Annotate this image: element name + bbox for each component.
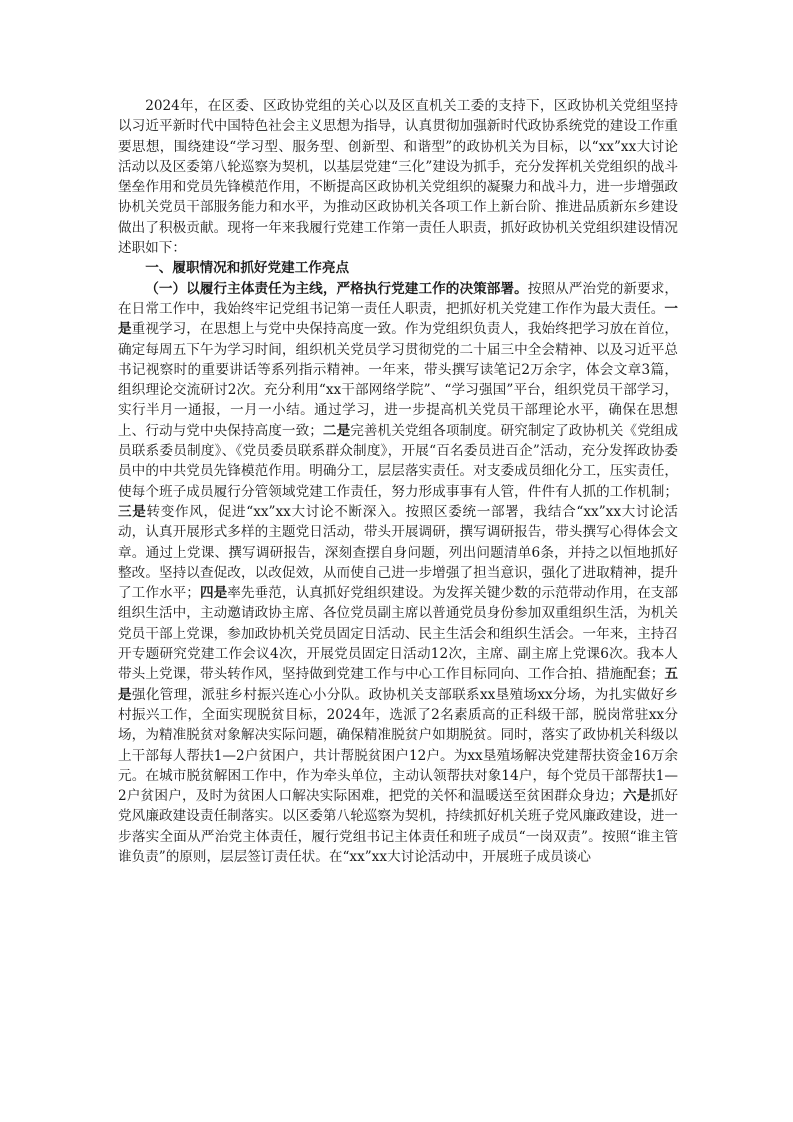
text-run: 强化管理，派驻乡村振兴连心小分队。政协机关支部联系xx垦殖场xx分场，为扎实做好乡村振兴工作，全面实现脱贫目标，2024年，选派了2名素质高的正科级干部，脱岗常驻xx分场，为精准脱贫对象解决实际问题，确保精准脱贫户如期脱贫。同时，落实了政协机关科级以上干部每人帮扶1—2户贫困户，共计帮脱贫困户12户。为xx垦殖场解决党建帮扶资金16万余元。在城市脱贫解困工作中，作为牵头单位，主动认领帮扶对象14户，每个党员干部帮扶1—2户贫困户，及时为贫困人口解决实际困难，把党的关怀和温暖送至贫困群众身边；	[118, 686, 678, 805]
text-run: 率先垂范，认真抓好党组织建设。为发挥关键少数的示范带动作用，在支部组织生活中，主动邀请政协主席、各位党员副主席以普通党员身份参加双重组织生活，为机关党员干部上党课，参加政协机关党员固定日活动、民主生活会和组织生活会。一年来，主持召开专题研究党建工作会议4次，开展党员固定日活动12次，主席、副主席上党课6次。我本人带头上党课，带头转作风，坚持做到党建工作与中心工作目标同向、工作合拍、措施配套；	[118, 585, 679, 683]
intro-paragraph: 2024年，在区委、区政协党组的关心以及区直机关工委的支持下，区政协机关党组坚持以习近平新时代中国特色社会主义思想为指导，认真贯彻加强新时代政协系统党的建设工作重要思想，围绕建设“学习型、服务型、创新型、和谐型”的政协机关为目标，以“xx”xx大讨论活动以及区委第八轮巡察为契机，以基层党建“三化”建设为抓手，充分发挥机关党组织的战斗堡垒作用和党员先锋模范作用，不断提高区政协机关党组织的凝聚力和战斗力，进一步增强政协机关党员干部服务能力和水平，为推动区政协机关各项工作上新台阶、推进品质新东乡建设做出了积极贡献。现将一年来我履行党建工作第一责任人职责，抓好政协机关党组织建设情况述职如下：	[118, 98, 678, 257]
text-run: 抓好党风廉政建设责任制落实。以区委第八轮巡察为契机，持续抓好机关班子党风廉政建设，进一步落实全面从严治党主体责任，履行党组书记主体责任和班子成员“一岗双责”。按照“谁主管谁负责”的原则，层层签订责任状。在“xx”xx大讨论活动中，开展班子成员谈心	[118, 788, 679, 865]
keyword-4: 四是	[199, 585, 228, 602]
keyword-2: 二是	[322, 422, 351, 439]
body-paragraph	[118, 279, 678, 868]
section-heading: 一、履职情况和抓好党建工作亮点	[145, 260, 350, 277]
text-run: 重视学习，在思想上与党中央保持高度一致。作为党组织负责人，我始终把学习放在首位，确定每周五下午为学习时间，组织机关党员学习贯彻党的二十届三中全会精神、以及习近平总书记视察时的重要讲话等系列指示精神。一年来，带头撰写读笔记2万余字，体会文章3篇，组织理论交流研讨2次。充分利用“xx干部网络学院”、“学习强国”平台，组织党员干部学习，实行半月一通报，一月一小结。通过学习，进一步提高机关党员干部理论水平，确保在思想上、行动与党中央保持高度一致；	[118, 321, 679, 439]
keyword-5: 五是	[118, 666, 679, 703]
subsection-heading: （一）以履行主体责任为主线，严格执行党建工作的决策部署。	[145, 280, 528, 297]
text-run: 完善机关党组各项制度。研究制定了政协机关《党组成员联系委员制度》、《党员委员联系群众制度》，开展“百名委员进百企”活动，充分发挥政协委员中的中共党员先锋模范作用。明确分工，层层落实责任。对支委成员细化分工，压实责任，使每个班子成员履行分管领域党建工作责任，努力形成事事有人管，件件有人抓的工作机制；	[118, 422, 679, 500]
text-run: 按照从严治党的新要求，在日常工作中，我始终牢记党组书记第一责任人职责，把抓好机关党建工作作为最大责任。	[118, 280, 679, 317]
document-page	[118, 96, 678, 867]
keyword-6: 六是	[622, 788, 651, 805]
keyword-1: 一是	[118, 300, 678, 338]
text-run: 转变作风，促进“xx”xx大讨论不断深入。按照区委统一部署，我结合“xx”xx大讨论活动，认真开展形式多样的主题党日活动，带头开展调研，撰写调研报告，带头撰写心得体会文章。通过上党课、撰写调研报告，深刻查摆自身问题，列出问题清单6条，并持之以恒地抓好整改。坚持以查促改，以改促效，从而使自己进一步增强了担当意识，强化了进取精神，提升了工作水平；	[118, 503, 678, 602]
keyword-3: 三是	[118, 503, 147, 520]
